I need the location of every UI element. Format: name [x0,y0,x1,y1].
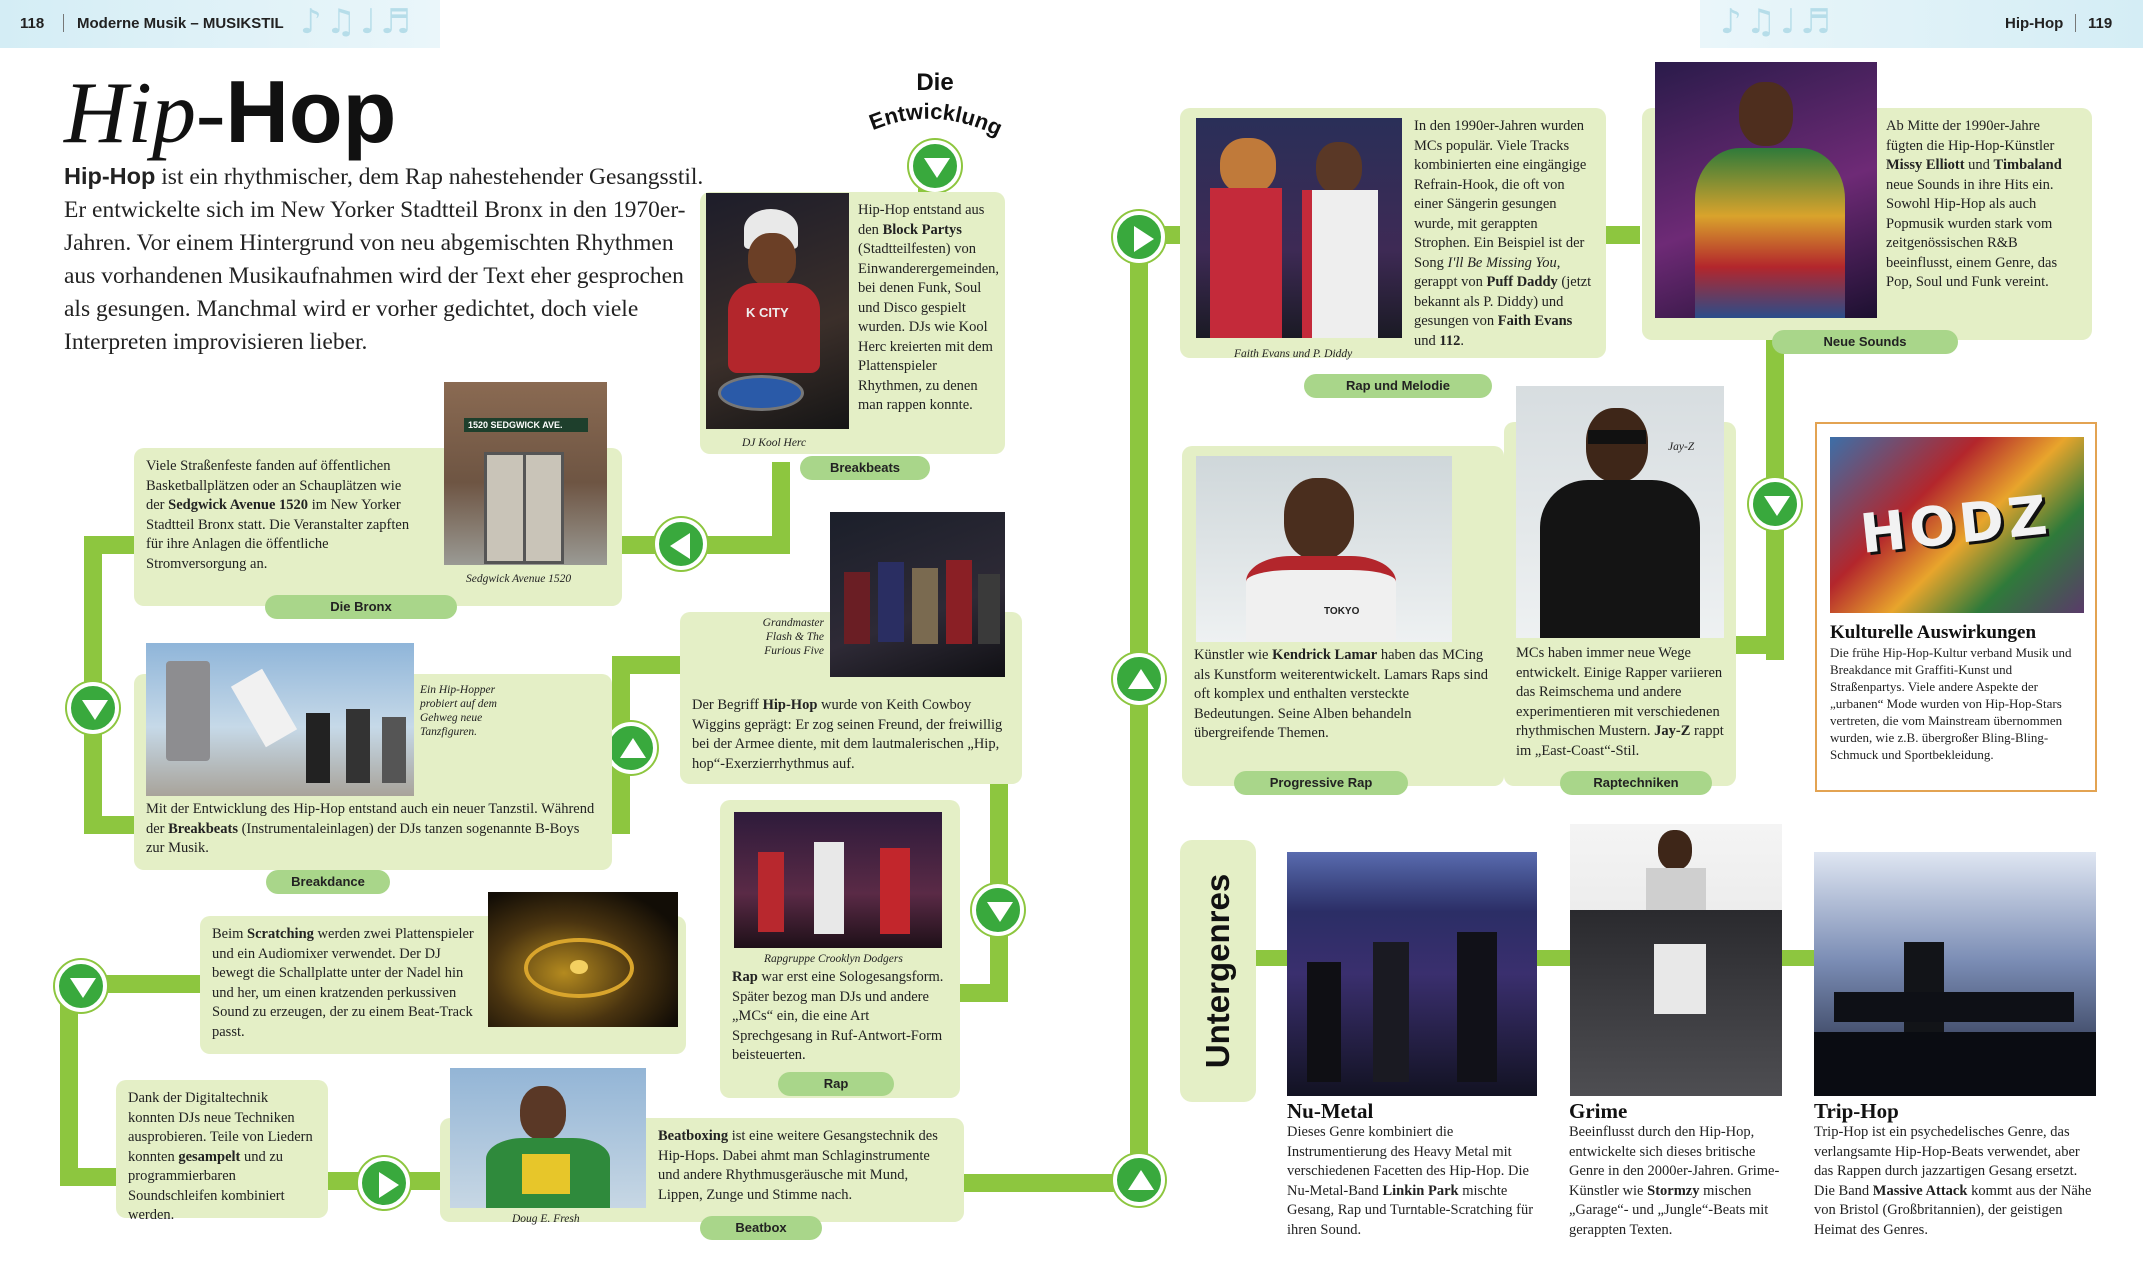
kultur-heading: Kulturelle Auswirkungen [1830,622,2037,643]
tag-beatbox: Beatbox [700,1216,822,1240]
kultur-text: Die frühe Hip-Hop-Kultur verband Musik und Breakdance mit Graffiti-Kunst und Straßenpartys. Viele andere Aspekte der „urbanen“ Mode wurden von Hip-Hop-Stars vertreten, die vom Mainstream übernommen wurden, wie z.B. übergroßer Bling-Bling-Schmuck und Sportbekleidung. [1830,645,2072,762]
section-title-right: Hip-Hop [2005,15,2064,32]
arrow-up-icon [605,722,657,774]
melodie-caption: Faith Evans und P. Diddy [1234,348,1353,360]
arrow-up-icon [1113,1154,1165,1206]
jay-z-photo [1516,386,1724,638]
entwicklung-line2: Entwicklung [865,98,1007,141]
faith-evans-p-diddy-photo [1196,118,1402,338]
breakdance-caption: Ein Hip-Hopper probiert auf dem Gehweg neue Tanzfiguren. [420,684,497,738]
page-number-right: 119 [2088,15,2113,32]
crooklyn-dodgers-photo [734,812,942,948]
raptechniken-caption: Jay-Z [1668,441,1695,453]
grime-text: Beeinflusst durch den Hip-Hop, entwickelte sich dieses britische Genre in den 2000er-Jahren. Grime-Künstler wie Stormzy mischen „Garage“- und „Jungle“-Beats mit gerappten Texten. [1569,1124,1780,1238]
arrow-up-icon [1113,653,1165,705]
flow-line [612,656,682,674]
arrow-down-icon [67,682,119,734]
triphop-text: Trip-Hop ist ein psychedelisches Genre, das verlangsamte Hip-Hop-Beats verwendet, aber das Rappen durch jazzartigen Gesang ersetzt. Die Band Massive Attack kommt aus der Nähe von Bristol (Großbritannien), der geistigen Heimat des Genres. [1814,1124,2092,1238]
tag-breakdance: Breakdance [266,870,390,894]
beatbox-caption: Doug E. Fresh [512,1213,580,1225]
page-title: Hip-Hop [64,62,397,162]
tag-breakbeats: Breakbeats [800,456,930,480]
stormzy-photo [1570,824,1782,1096]
tag-neue-sounds: Neue Sounds [1772,330,1958,354]
begriff-box: Der Begriff Hip-Hop wurde von Keith Cowboy Wiggins geprägt: Er zog seinen Freund, der freiwillig bei der Armee diente, mit dem lautmalerischen „Hip, hop“-Exerzierrhythmus auf. [680,612,1022,784]
arrow-right-icon [1113,211,1165,263]
begriff-caption: Grandmaster Flash & The Furious Five [762,617,824,657]
dj-kool-herc-photo: K CITY [706,193,849,429]
neue-sounds-box: Ab Mitte der 1990er-Jahre fügten die Hip-Hop-Künstler Missy Elliott und Timbaland neue Sounds in ihre Hits ein. Sowohl Hip-Hop als auch Popmusik wurden stark vom zeitgenössischen R&B beeinflusst, einem Genre, das Pop, Soul und Funk vereint. [1642,108,2092,340]
flow-line [1130,226,1148,1192]
melodie-box: In den 1990er-Jahren wurden MCs populär. Viele Tracks kombinierten eine eingängige Refrain-Hook, die oft von einer Sängerin gesungen wurde, mit gerappten Strophen. Ein Beispiel ist der Song I'll Be Missing You, gerappt von Puff Daddy (jetzt bekannt als P. Diddy) und gesungen von Faith Evans und 112. [1180,108,1606,358]
grandmaster-flash-photo [830,512,1005,677]
sedgwick-photo: 1520 SEDGWICK AVE. [444,382,607,565]
arrow-down-icon [55,960,107,1012]
bronx-caption: Sedgwick Avenue 1520 [466,573,572,585]
entwicklung-line1: Die [916,69,954,96]
tag-progressive-rap: Progressive Rap [1234,771,1408,795]
flow-line [60,1168,120,1186]
kendrick-lamar-photo: TOKYO [1196,456,1452,642]
doug-e-fresh-photo [450,1068,646,1208]
tag-raptechniken: Raptechniken [1560,771,1712,795]
breakbeats-caption: DJ Kool Herc [742,437,807,449]
progressive-box: Künstler wie Kendrick Lamar haben das MCing als Kunstform weiterentwickelt. Lamars Raps sind oft komplex und enthalten versteckte Bedeutungen. Seine Alben behandeln übergreifende Themen. [1182,446,1504,786]
bronx-box: Viele Straßenfeste fanden auf öffentlichen Basketballplätzen oder an Schauplätzen wie der Sedgwick Avenue 1520 im New Yorker Stadtteil Bronx statt. Die Veranstalter zapften für ihre Anlagen die öffentliche Stromversorgung an. [134,448,622,606]
svg-text:Entwicklung [866,99,1007,141]
breakdance-photo [146,643,414,796]
numetal-heading: Nu-Metal [1287,1099,1374,1123]
beatbox-box: Beatboxing ist eine weitere Gesangstechnik des Hip-Hops. Dabei ahmt man Schlaginstrumente und andere Rhythmusgeräusche mit Mund, Lippen, Zunge und Stimme nach. [440,1118,964,1222]
section-title-left: Moderne Musik – MUSIKSTIL [77,15,284,32]
graffiti-photo: HODZ [1830,437,2084,613]
breakdance-box: Mit der Entwicklung des Hip-Hop entstand auch ein neuer Tanzstil. Während der Breakbeats (Instrumentaleinlagen) der DJs tanzen sogenannte B-Boys zur Musik. [134,674,612,870]
arrow-right-icon [358,1157,410,1209]
intro-text: Hip-Hop ist ein rhythmischer, dem Rap nahestehender Gesangsstil. Er entwickelte sich im New Yorker Stadtteil Bronx in den 1970er-Jahren. Vor einem Hintergrund von neu abgemischten Rhythmen aus vorhandenen Musikaufnahmen wird der Text eher gesprochen als gesungen. Manchmal wird er vorher gedichtet, doch viele Interpreten improvisieren lieber. [64,163,704,355]
music-notes-icon: ♪♫♩♬ [1720,2,1835,42]
missy-elliott-photo [1655,62,1877,318]
tag-die-bronx: Die Bronx [265,595,457,619]
linkin-park-photo [1287,852,1537,1096]
header-separator [63,14,64,32]
massive-attack-photo [1814,852,2096,1096]
music-notes-icon: ♪♫♩♬ [300,2,415,42]
breakbeats-box: Hip-Hop entstand aus den Block Partys (Stadtteilfesten) von Einwanderergemeinden, bei denen Funk, Soul und Disco gespielt wurden. DJs wie Kool Herc kreierten mit dem Plattenspieler Rhythmen, zu denen man rappen konnte. [700,192,1005,454]
sampling-box: Dank der Digitaltechnik konnten DJs neue Techniken ausprobieren. Teile von Liedern konnten gesampelt und zu programmierbaren Soundschleifen kombiniert werden. [116,1080,328,1218]
numetal-text: Dieses Genre kombiniert die Instrumentierung des Heavy Metal mit verschiedenen Facetten des Hip-Hop. Die Nu-Metal-Band Linkin Park mischte Gesang, Rap und Turntable-Scratching für ihren Sound. [1287,1124,1534,1238]
scratching-photo [488,892,678,1027]
arrow-left-icon [655,518,707,570]
tag-rap: Rap [778,1072,894,1096]
grime-heading: Grime [1569,1099,1628,1123]
triphop-heading: Trip-Hop [1814,1099,1899,1123]
entwicklung-heading [855,62,1015,152]
scratching-box: Beim Scratching werden zwei Plattenspieler und ein Audiomixer verwendet. Der DJ bewegt die Schallplatte unter der Nadel hin und her, um einen kratzenden perkussiven Sound zu erzeugen, der zu einem Beat-Track passt. [200,916,686,1054]
rap-caption: Rapgruppe Crooklyn Dodgers [764,953,903,965]
header-separator [2075,14,2076,32]
raptechniken-box: MCs haben immer neue Wege entwickelt. Einige Rapper variieren das Reimschema und andere experimentieren mit verschiedenen rhythmischen Mustern. Jay-Z rappt im „East-Coast“-Stil. [1504,422,1736,786]
tag-rap-und-melodie: Rap und Melodie [1304,374,1492,398]
rap-box: Rap war erst eine Sologesangsform. Später bezog man DJs und andere „MCs“ ein, die eine Art Sprechgesang in Ruf-Antwort-Form beisteuerten. [720,800,960,1098]
arrow-down-icon [972,884,1024,936]
page-number-left: 118 [20,15,45,32]
arrow-down-icon [1749,478,1801,530]
